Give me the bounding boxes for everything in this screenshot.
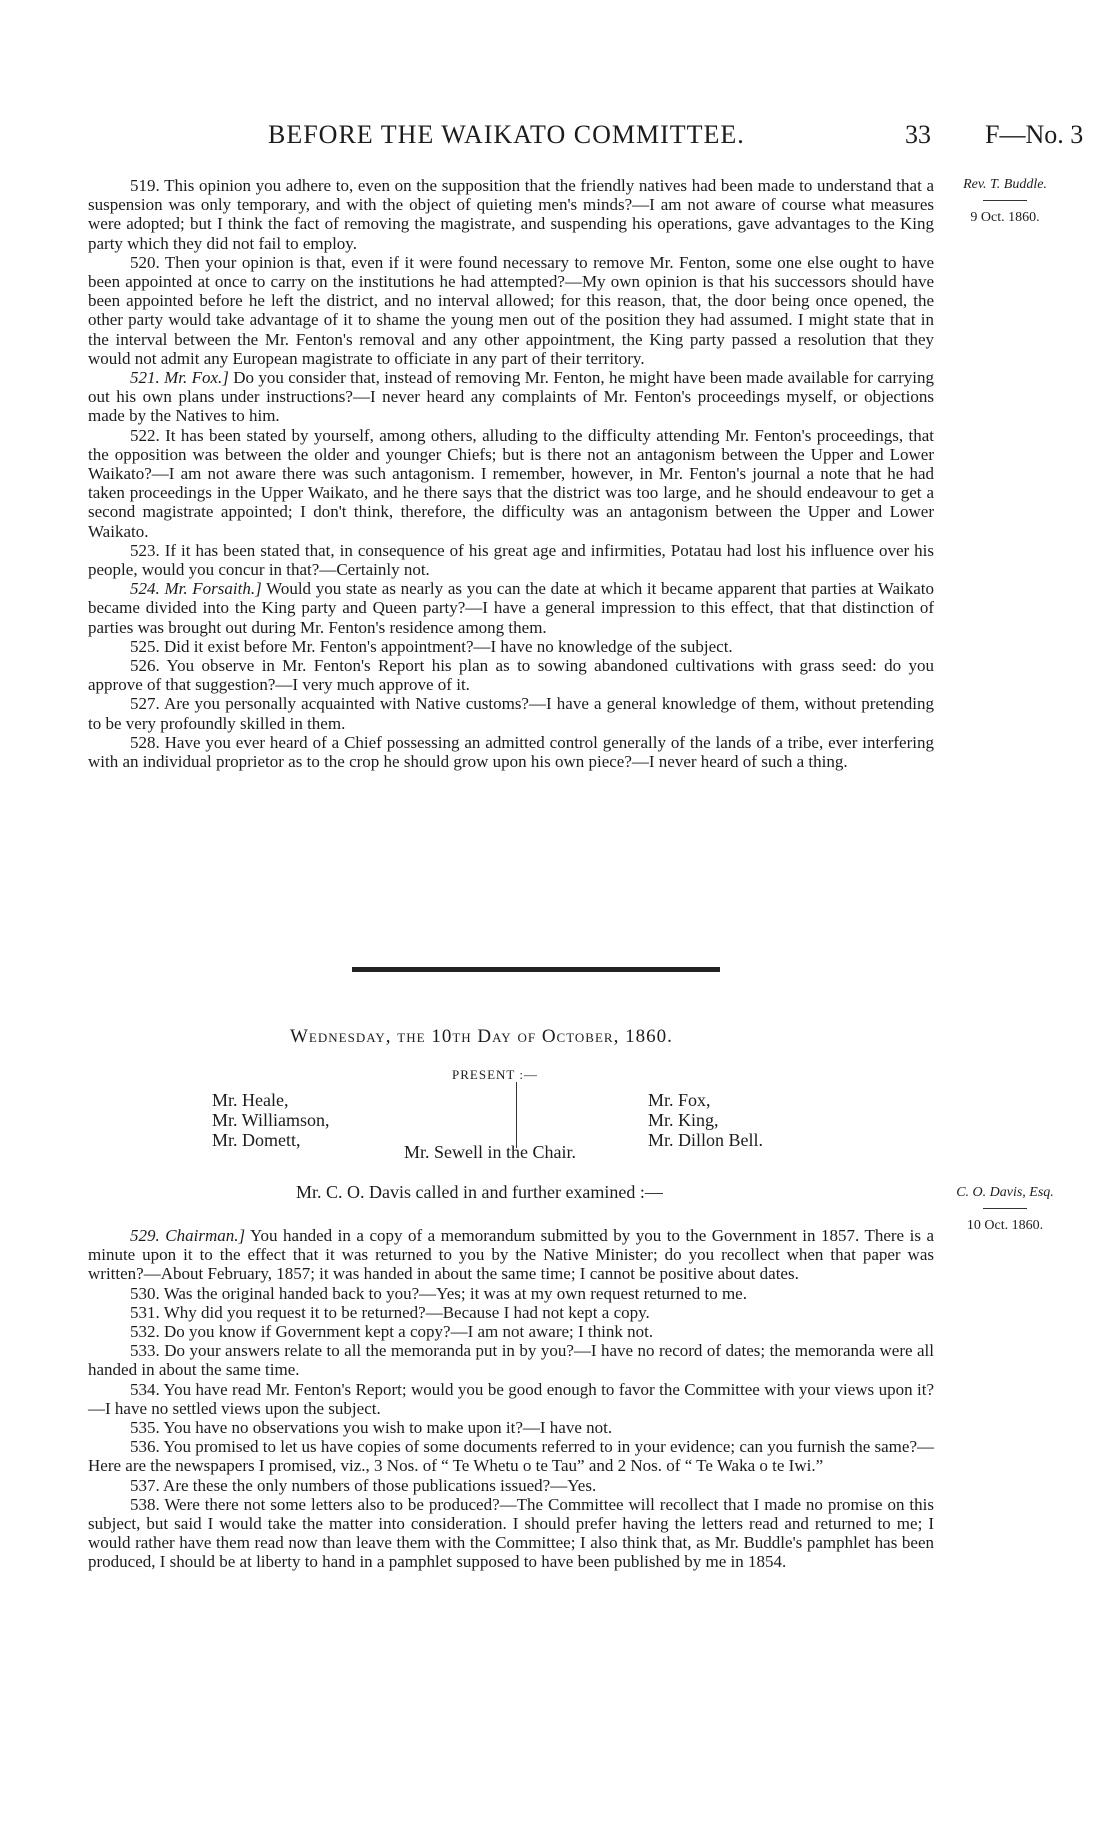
witness-name: Rev. T. Buddle. (963, 177, 1047, 192)
page-number: 33 (905, 120, 931, 149)
question-538: 538. Were there not some letters also to be produced?—The Committee will recollect that I made no promise on this subject, but said I would take the matter into consideration. I should prefer having the letters read and returned to me; I would rather have them read now than leave them with the Committee; I also think that, as Mr. Buddle's pamphlet has been produced, I should be at liberty to hand in a pamphlet supposed to have been published by me in 1854. (88, 1494, 934, 1572)
evidence-section-1 (88, 176, 934, 771)
speaker-label: 521. Mr. Fox.] (130, 368, 229, 388)
question-537: 537. Are these the only numbers of those publications issued?—Yes. (130, 1475, 597, 1495)
members-present-right (648, 1090, 763, 1150)
member-name: Mr. Heale, (212, 1090, 289, 1110)
present-label: PRESENT :— (452, 1067, 538, 1082)
question-535: 535. You have no observations you wish to make upon it?—I have not. (130, 1418, 613, 1438)
question-528: 528. Have you ever heard of a Chief possessing an admitted control generally of the lands of a tribe, ever interfering with an individual proprietor as to the crop he should grow upon his own piece?—I never heard of such a thing. (88, 732, 934, 772)
paper-reference: F—No. 3 (985, 120, 1084, 149)
section-separator (352, 967, 720, 972)
question-text: Would you state as nearly as you can the date at which it became apparent that parties at Waikato became divided into the King party and Queen party?—I have a general impression to this effect, that that distinction of parties was brought out during Mr. Fenton's residence among them. (88, 579, 934, 637)
date-text: , the 10th Day of October, (385, 1026, 626, 1047)
sitting-date (290, 1026, 770, 1048)
member-name: Mr. Fox, (648, 1090, 711, 1110)
speaker-label: 524. Mr. Forsaith.] (130, 579, 262, 599)
question-529 (88, 1226, 934, 1284)
witness-date: 10 Oct. 1860. (966, 1218, 1044, 1233)
chairman-line: Mr. Sewell in the Chair. (404, 1142, 576, 1162)
question-530: 530. Was the original handed back to you?—Yes; it was at my own request returned to me. (130, 1283, 747, 1303)
weekday: Wednesday (290, 1026, 386, 1047)
witness-date: 9 Oct. 1860. (970, 210, 1040, 225)
member-name: Mr. Williamson, (212, 1110, 330, 1130)
member-name: Mr. Domett, (212, 1130, 301, 1150)
page-title: BEFORE THE WAIKATO COMMITTEE. (268, 120, 745, 149)
margin-note-witness-2 (945, 1185, 1065, 1234)
question-521 (88, 368, 934, 426)
year: 1860. (625, 1026, 673, 1047)
witness-name: C. O. Davis, Esq. (956, 1185, 1054, 1200)
question-text: You handed in a copy of a memorandum submitted by you to the Government in 1857. There is a minute upon it to the effect that it was returned to you by the Native Minister; do you recollect when that paper was written?—About February, 1857; it was handed in about the same time; I cannot be positive about dates. (88, 1226, 935, 1284)
member-name: Mr. King, (648, 1110, 719, 1130)
witness-called-line: Mr. C. O. Davis called in and further examined :— (296, 1182, 663, 1202)
member-name: Mr. Dillon Bell. (648, 1130, 764, 1150)
question-524 (88, 579, 934, 637)
question-522: 522. It has been stated by yourself, among others, alluding to the difficulty attending Mr. Fenton's proceedings, that the opposition was between the older and younger Chiefs; but is there not an antagonism between the Upper and Lower Waikato?—I am not aware there was such antagonism. I remember, however, in Mr. Fenton's journal a note that he had taken proceedings in the Upper Waikato, and he there says that the district was too large, and he should endeavour to get a second magistrate appointed; I don't think, therefore, the difficulty was an antagonism between the Upper and Lower Waikato. (88, 425, 934, 541)
members-present-left (212, 1090, 329, 1150)
question-text: Do you consider that, instead of removing Mr. Fenton, he might have been made available for carrying out his own plans under instructions?—I never heard any complaints of Mr. Fenton's proceedings myself, or objections made by the Natives to him. (88, 368, 934, 426)
question-523: 523. If it has been stated that, in consequence of his great age and infirmities, Potatau had lost his influence over his people, would you concur in that?—Certainly not. (88, 540, 934, 580)
members-divider (516, 1082, 517, 1148)
question-525: 525. Did it exist before Mr. Fenton's appointment?—I have no knowledge of the subject. (130, 636, 733, 656)
question-519: 519. This opinion you adhere to, even on the supposition that the friendly natives had been made to understand that a suspension was only temporary, and with the object of quieting men's minds?—I am not aware of course what measures were adopted; but I think the fact of removing the magistrate, and suspending his operations, gave advantages to the King party which they did not fail to employ. (88, 176, 934, 253)
question-531: 531. Why did you request it to be returned?—Because I had not kept a copy. (130, 1302, 650, 1322)
question-534: 534. You have read Mr. Fenton's Report; would you be good enough to favor the Committee with your views upon it?—I have no settled views upon the subject. (88, 1379, 934, 1418)
speaker-label: 529. Chairman.] (130, 1226, 246, 1245)
divider (983, 1208, 1027, 1209)
divider (983, 200, 1027, 201)
page-header (0, 120, 1114, 160)
question-536: 536. You promised to let us have copies of some documents referred to in your evidence; can you furnish the same?—Here are the newspapers I promised, viz., 3 Nos. of “ Te Whetu o te Tau” and 2 Nos. of “ Te Waka o te Iwi.” (88, 1437, 934, 1476)
question-532: 532. Do you know if Government kept a copy?—I am not aware; I think not. (130, 1322, 654, 1342)
question-527: 527. Are you personally acquainted with Native customs?—I have a general knowledge of them, without pretending to be very profoundly skilled in them. (88, 694, 934, 733)
question-520: 520. Then your opinion is that, even if it were found necessary to remove Mr. Fenton, some one else ought to have been appointed at once to carry on the institutions he had attempted?—My own opinion is that his successors should have been appointed before he left the district, and no interval allowed; for this reason, that, the door being once opened, the other party would take advantage of it to shame the young men out of the position they had assumed. I might state that in the interval between the Mr. Fenton's removal and any other appointment, the King party passed a resolution that they would not admit any European magistrate to officiate in any part of their territory. (88, 252, 934, 368)
margin-note-witness-1 (945, 177, 1065, 226)
question-533: 533. Do your answers relate to all the memoranda put in by you?—I have no record of dates; the memoranda were all handed in about the same time. (88, 1341, 934, 1380)
question-526: 526. You observe in Mr. Fenton's Report his plan as to sowing abandoned cultivations with grass seed: do you approve of that suggestion?—I very much approve of it. (88, 656, 934, 695)
evidence-section-2 (88, 1226, 934, 1572)
